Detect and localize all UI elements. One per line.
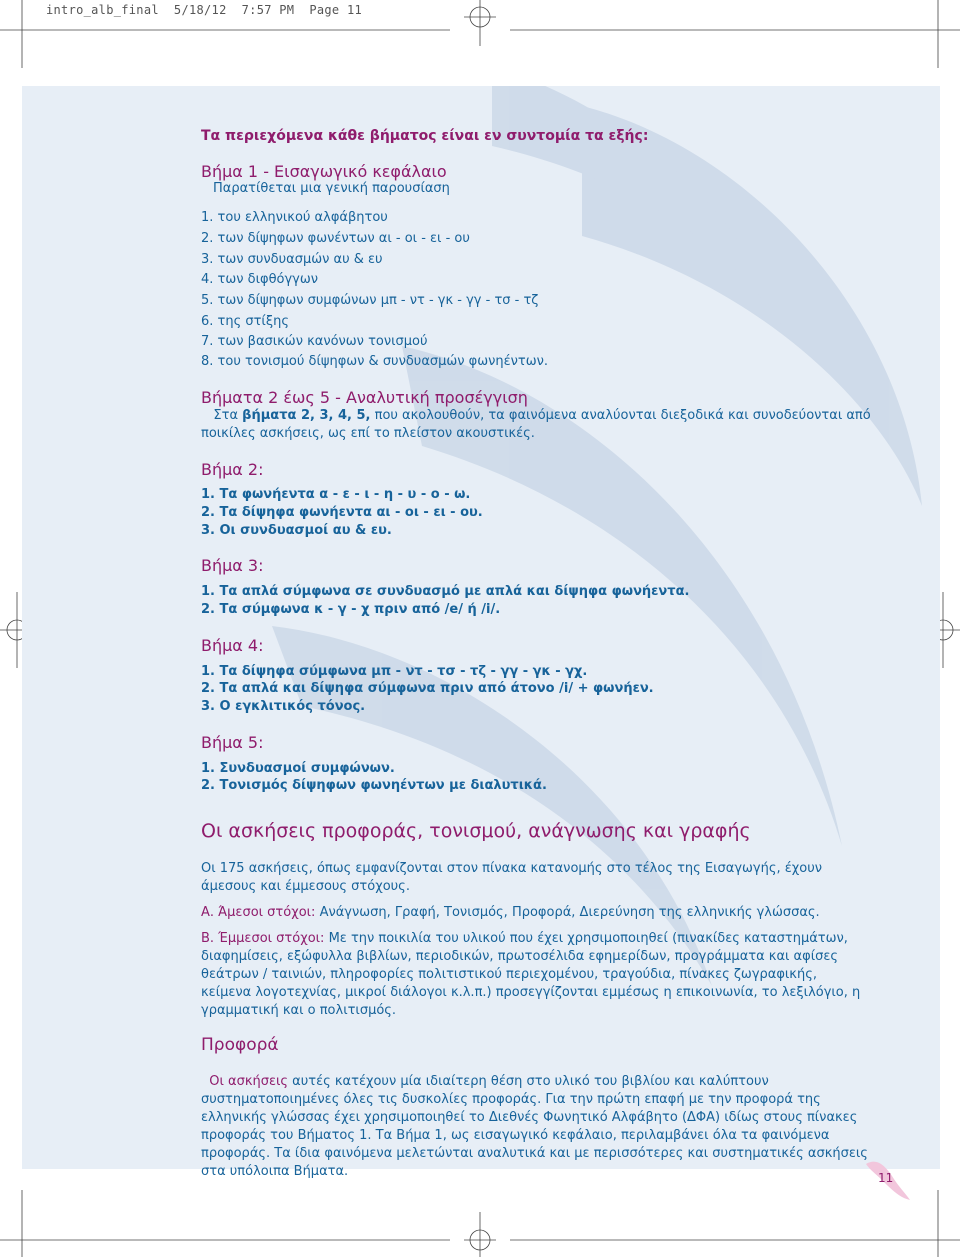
indirect-goals: [201, 930, 871, 1020]
list-item: 1. Τα απλά σύμφωνα σε συνδυασμό με απλά και δίψηφα φωνήεντα.: [201, 584, 690, 599]
list-item: 7. των βασικών κανόνων τονισμού: [201, 334, 428, 349]
pronunciation-paragraph: [201, 1073, 881, 1181]
description-rest: που ακολουθούν, τα φαινόμενα αναλύονται διεξοδικά και συνοδεύονται από ποικίλες ασκήσεις, ως επί το πλείστον ακουστικές.: [201, 408, 871, 441]
list-item: 1. Τα φωνήεντα α - ε - ι - η - υ - ο - ω.: [201, 487, 471, 502]
pronunciation-text: αυτές κατέχουν μία ιδιαίτερη θέση στο υλικό του βιβλίου και καλύπτουν συστηματοποιημένες όλες τις δυσκολίες προφοράς. Για την πρώτη επαφή με την προφορά της ελληνικής γλώσσας έχει χρησιμοποιηθεί το Διεθνές Φωνητικό Αλφάβητο (ΔΦΑ) ιδίως στους πίνακες προφοράς του Βήματος 1. Τα Βήμα 1, ως εισαγωγικό κεφάλαιο, περιλαμβάνει όλα τα φαινόμενα προφοράς. Τα ίδια φαινόμενα μελετώνται αναλυτικά και με περισσότερες και συστηματικές ασκήσεις στα υπόλοιπα Βήματα.: [201, 1074, 868, 1179]
pronunciation-lead: Οι ασκήσεις: [209, 1074, 289, 1089]
list-item: 2. Τονισμός δίψηφων φωνηέντων με διαλυτικά.: [201, 778, 547, 793]
list-item: 2. Τα σύμφωνα κ - γ - χ πριν από /e/ ή /i/.: [201, 602, 501, 617]
intro-heading: Τα περιεχόμενα κάθε βήματος είναι εν συντομία τα εξής:: [201, 128, 649, 144]
steps2to5-description: [201, 407, 881, 443]
list-item: 4. των διφθόγγων: [201, 272, 319, 287]
direct-goals: [201, 904, 891, 922]
list-item: 2. Τα δίψηφα φωνήεντα αι - οι - ει - ου.: [201, 505, 483, 520]
step5-title: Βήμα 5:: [201, 733, 264, 752]
list-item: 2. των δίψηφων φωνέντων αι - οι - ει - ου: [201, 231, 470, 246]
step2-title: Βήμα 2:: [201, 460, 264, 479]
page-number: 11: [878, 1171, 894, 1185]
step4-title: Βήμα 4:: [201, 636, 264, 655]
list-item: 5. των δίψηφων συμφώνων μπ - ντ - γκ - γγ - τσ - τζ: [201, 293, 539, 308]
direct-goals-text: Ανάγνωση, Γραφή, Τονισμός, Προφορά, Διερεύνηση της ελληνικής γλώσσας.: [315, 905, 820, 920]
description-lead: Στα: [213, 408, 243, 423]
indirect-goals-text: Με την ποικιλία του υλικού που έχει χρησιμοποιηθεί (πινακίδες καταστημάτων, διαφημίσεις, εξώφυλλα βιβλίων, περιοδικών, πρωτοσέλιδα εφημερίδων, προγράμματα και αφίσες θεάτρων / ταινιών, πληροφορίες πολιτιστικού περιεχομένου, τραγούδια, πίνακες ζωγραφικής, κείμενα λογοτεχνίας, μικροί διάλογοι κ.λ.π.) προσεγγίζονται εμμέσως η επικοινωνία, το λεξιλόγιο, η γραμματική και ο πολιτισμός.: [201, 931, 861, 1018]
step1-title: Βήμα 1 - Εισαγωγικό κεφάλαιο: [201, 162, 447, 181]
step1-subtitle: Παρατίθεται μια γενική παρουσίαση: [213, 181, 450, 196]
list-item: 1. Τα δίψηφα σύμφωνα μπ - ντ - τσ - τζ - γγ - γκ - γχ.: [201, 664, 588, 679]
list-item: 3. Οι συνδυασμοί αυ & ευ.: [201, 523, 392, 538]
pronunciation-title: Προφορά: [201, 1035, 279, 1055]
list-item: 1. του ελληνικού αλφάβητου: [201, 210, 388, 225]
list-item: 6. της στίξης: [201, 314, 289, 329]
indirect-goals-label: Β. Έμμεσοι στόχοι:: [201, 931, 325, 946]
direct-goals-label: Α. Άμεσοι στόχοι:: [201, 905, 316, 920]
list-item: 1. Συνδυασμοί συμφώνων.: [201, 761, 395, 776]
steps2to5-title: Βήματα 2 έως 5 - Αναλυτική προσέγγιση: [201, 388, 528, 407]
exercises-paragraph: Οι 175 ασκήσεις, όπως εμφανίζονται στον πίνακα κατανομής στο τέλος της Εισαγωγής, έχουν άμεσους και έμμεσους στόχους.: [201, 861, 823, 894]
list-item: 3. των συνδυασμών αυ & ευ: [201, 252, 383, 267]
list-item: 8. του τονισμού δίψηφων & συνδυασμών φωνηέντων.: [201, 354, 549, 369]
description-bold: βήματα 2, 3, 4, 5,: [242, 408, 371, 423]
print-slug: intro_alb_final 5/18/12 7:57 PM Page 11: [46, 3, 363, 17]
list-item: 3. Ο εγκλιτικός τόνος.: [201, 699, 366, 714]
exercises-title: Οι ασκήσεις προφοράς, τονισμού, ανάγνωσης και γραφής: [201, 820, 751, 842]
list-item: 2. Τα απλά και δίψηφα σύμφωνα πριν από άτονο /i/ + φωνήεν.: [201, 681, 654, 696]
step3-title: Βήμα 3:: [201, 556, 264, 575]
